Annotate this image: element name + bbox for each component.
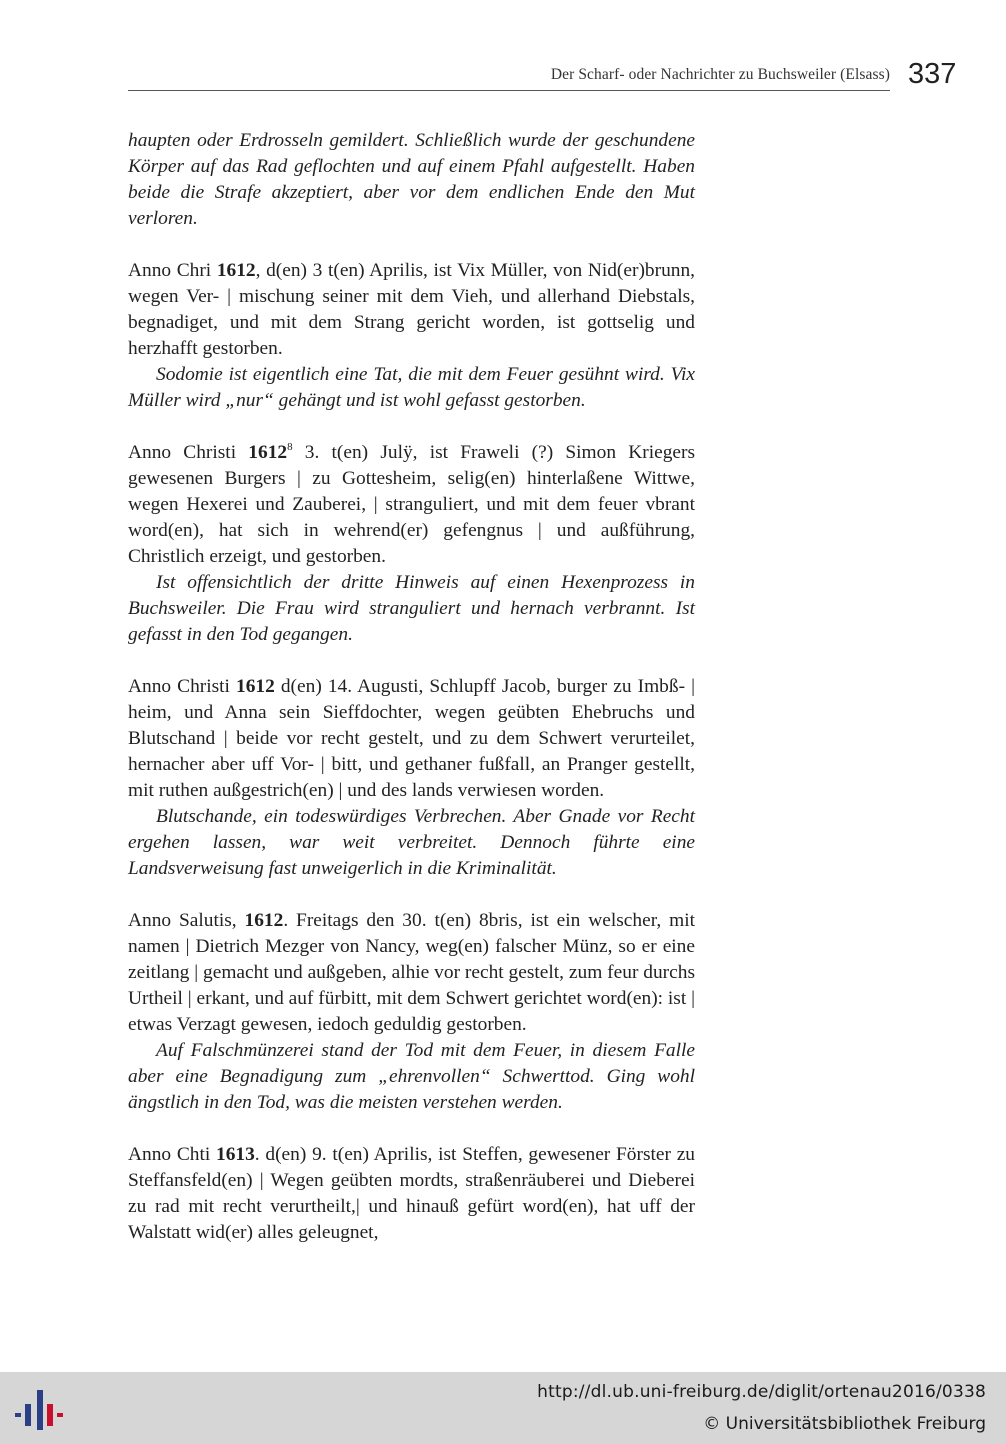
- commentary-paragraph: Ist offensichtlich der dritte Hinweis auf einen Hexenprozess in Buchsweiler. Die Frau wird stranguliert und hernach verbrannt. Ist gefasst in den Tod gegangen.: [128, 572, 695, 645]
- commentary-paragraph: Auf Falschmünzerei stand der Tod mit dem Feuer, in diesem Falle aber eine Begnadigung zum „ehrenvollen“ Schwerttod. Ging wohl ängstlich in den Tod, was die meisten verstehen werden.: [128, 1040, 695, 1113]
- footer-bar: [0, 1372, 1006, 1444]
- record-paragraph: Anno Salutis, 1612. Freitags den 30. t(en) 8bris, ist ein welscher, mit namen | Dietrich Mezger von Nancy, weg(en) falscher Münz, so er eine zeitlang | gemacht und außgeben, alhie vor recht gestelt, zum feur durchs Urtheil | erkant, und auf fürbitt, mit dem Schwert gerichtet word(en): ist | etwas Verzagt gewesen, iedoch geduldig gestorben.: [128, 910, 695, 1035]
- copyright-notice: © Universitätsbibliothek Freiburg: [703, 1414, 986, 1434]
- paragraph-gap: [128, 882, 695, 908]
- running-title: Der Scharf- oder Nachrichter zu Buchsweiler (Elsass): [550, 66, 890, 83]
- record-paragraph: Anno Chri 1612, d(en) 3 t(en) Aprilis, ist Vix Müller, von Nid(er)brunn, wegen Ver- | mischung seiner mit dem Vieh, und allerhand Diebstals, begnadiget, und mit dem Strang gericht worden, ist gottselig und herzhafft gestorben.: [128, 260, 695, 359]
- library-logo-icon[interactable]: [15, 1386, 63, 1434]
- paragraph-gap: [128, 232, 695, 258]
- paragraph-gap: [128, 414, 695, 440]
- main-text: [128, 128, 695, 1246]
- record-paragraph: Anno Christi 1612 d(en) 14. Augusti, Schlupff Jacob, burger zu Imbß- | heim, und Anna sein Sieffdochter, wegen geübten Ehebruchs und Blutschand | beide vor recht gestelt, und zu dem Schwert verurteilet, hernacher aber uff Vor- | bitt, und gethaner fußfall, an Pranger gestellt, mit ruthen außgestrich(en) | und des lands verwiesen worden.: [128, 676, 695, 801]
- record-paragraph: Anno Christi 1612$^8$ 3. t(en) Julÿ, ist Fraweli (?) Simon Kriegers gewesenen Burgers | zu Gottesheim, selig(en) hinterlaßene Wittwe, wegen Hexerei und Zauberei, | stranguliert, und mit dem feuer vbrant word(en), hat sich in wehrend(er) gefengnus | und außführung, Christlich erzeigt, und gestorben.: [128, 441, 695, 567]
- paragraph-gap: [128, 648, 695, 674]
- page-number: 337: [908, 58, 957, 90]
- record-paragraph: Anno Chti 1613. d(en) 9. t(en) Aprilis, ist Steffen, gewesener Förster zu Steffansfeld(en) | Wegen geübten mordts, straßenräuberei und Dieberei zu rad mit recht verurtheilt,| und hinauß gefürt word(en), hat uff der Walstatt wid(er) alles geleugnet,: [128, 1144, 695, 1243]
- commentary-paragraph: Blutschande, ein todeswürdiges Verbrechen. Aber Gnade vor Recht ergehen lassen, war weit verbreitet. Dennoch führte eine Landsverweisung fast unweigerlich in die Kriminalität.: [128, 806, 695, 879]
- paragraph-gap: [128, 1116, 695, 1142]
- commentary-paragraph: Sodomie ist eigentlich eine Tat, die mit dem Feuer gesühnt wird. Vix Müller wird „nur“ gehängt und ist wohl gefasst gestorben.: [128, 364, 695, 411]
- page-header: [128, 60, 890, 91]
- source-url-link[interactable]: http://dl.ub.uni-freiburg.de/diglit/ortenau2016/0338: [537, 1382, 986, 1402]
- commentary-paragraph: haupten oder Erdrosseln gemildert. Schließlich wurde der geschundene Körper auf das Rad geflochten und auf einem Pfahl aufgestellt. Haben beide die Strafe akzeptiert, aber vor dem endlichen Ende den Mut verloren.: [128, 130, 695, 229]
